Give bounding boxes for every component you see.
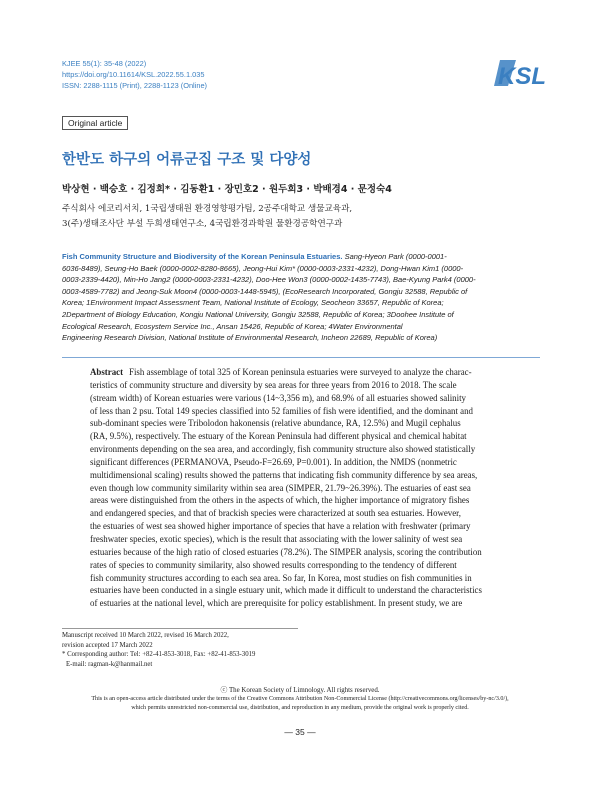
journal-citation: KJEE 55(1): 35-48 (2022): [62, 59, 147, 68]
english-author-line: Sang-Hyeon Park (0000-0001-: [344, 252, 447, 261]
english-author-line: 0003-4589-7782) and Jeong-Suk Moon4 (0000-0003-1448-5945), (EcoResearch Incorporated, Gongju 32588, Republic of: [62, 286, 468, 296]
english-author-line: 0003-2339-4420), Min-Ho Jang2 (0000-0003-2331-4232), Doo-Hee Won3 (0000-0002-1435-7743), Bae-Kyung Park4 (0000-: [62, 275, 476, 285]
abstract-line: of less than 2 psu. Total 149 species classified into 52 families of fish were identified, and the dominant and: [90, 405, 473, 416]
ksl-logo: [494, 54, 546, 92]
abstract-line: areas were distinguished from the others in the aspects of which, the higher importance of migratory fishes: [90, 495, 470, 506]
abstract-line: freshwater species, exotic species), which is the result that associating with the lower salinity of west sea: [90, 533, 463, 544]
affiliation-line: 주식회사 에코리서치, 1국립생태원 환경영향평가팀, 2공주대학교 생물교육과,: [62, 204, 353, 214]
footnotes: [62, 631, 362, 669]
abstract-line: of estuaries at the national level, which are prerequisite for policy establishment. In present study, we are: [90, 598, 463, 609]
english-author-line: Engineering Research Division, National Institute of Environmental Research, Incheon 22689, Republic of Korea): [62, 333, 438, 343]
article-title: 한반도 하구의 어류군집 구조 및 다양성: [62, 152, 312, 168]
abstract-line: sub-dominant species were Tribolodon hakonensis (relative abundance, RA, 12.5%) and Mugil cephalus: [90, 418, 461, 429]
abstract-line: multidimensional scaling) results showed the patterns that indicating fish community difference by sea areas,: [90, 469, 478, 480]
footnote-email[interactable]: E-mail: ragman-k@hanmail.net: [66, 660, 153, 668]
license-notice: [60, 695, 540, 713]
abstract-line: fish community structures according to each sea area. So far, In Korea, most studies on fish communities in: [90, 572, 472, 583]
copyright-notice: ⓒ The Korean Society of Limnology. All rights reserved.: [220, 687, 380, 694]
english-author-line: Ecological Research, Ecosystem Service Inc., Ansan 15426, Republic of Korea; 4Water Environmental: [62, 321, 403, 331]
abstract-line: (stream width) of Korean estuaries were various (14~3,356 m), and 68.9% of all estuaries showed salinity: [90, 392, 466, 403]
english-author-line: 6036-8489), Seung-Ho Baek (0000-0002-8280-8665), Jeong-Hui Kim* (0000-0003-2331-4232), Dong-Hwan Kim1 (0000-: [62, 263, 464, 273]
english-header: [62, 251, 540, 344]
license-line: This is an open-access article distributed under the terms of the Creative Commons Attribution Non-Commercial License (http://creativecommons.org/licenses/by-nc/3.0/),: [91, 696, 509, 702]
section-divider: [62, 357, 540, 358]
abstract-line: the estuaries of west sea showed higher importance of species that have a relation with freshwater (primary: [90, 521, 471, 532]
abstract-line: Fish assemblage of total 325 of Korean peninsula estuaries were surveyed to analyze the charac-: [129, 367, 472, 377]
abstract-line: estuaries have been conducted in a single estuary unit, which made it difficult to understand the characteristics: [90, 585, 482, 596]
abstract-line: (RA, 9.5%), respectively. The estuary of the Korean Peninsula had different physical and chemical habitat: [90, 431, 467, 442]
page-number: — 35 —: [284, 727, 316, 737]
doi-link[interactable]: https://doi.org/10.11614/KSL.2022.55.1.035: [62, 70, 205, 79]
license-line: which permits unrestricted non-commercial use, distribution, and reproduction in any medium, provide the original work is properly cited.: [131, 705, 469, 711]
footnote-line: Manuscript received 10 March 2022, revised 16 March 2022,: [62, 632, 229, 639]
english-author-line: 2Department of Biology Education, Kongju National University, Gongju 32588, Republic of Korea; 3Doohee Institute of: [62, 309, 454, 319]
abstract-line: estuaries because of the high ratio of closed estuaries (78.2%). The SIMPER analysis, scoring the contribution: [90, 546, 482, 557]
abstract-line: environments depending on the sea area, and accordingly, fish community structure also showed statistically: [90, 444, 476, 455]
issn: ISSN: 2288-1115 (Print), 2288-1123 (Online): [62, 81, 208, 90]
english-title: Fish Community Structure and Biodiversity of the Korean Peninsula Estuaries.: [62, 252, 343, 261]
article-type-badge: Original article: [62, 116, 128, 130]
logo-text: KSL: [498, 63, 546, 90]
abstract-line: and endangered species, and that of brackish species were characterized at south sea estuaries. However,: [90, 508, 461, 519]
author-list: 박상현 · 백승호 · 김정희* · 김동환1 · 장민호2 · 원두희3 · 박배경4 · 문정숙4: [62, 184, 392, 195]
abstract-line: even though low community similarity within sea area (SIMPER, 21.79~26.39%). The estuaries of east sea: [90, 482, 471, 493]
footnote-divider: [62, 628, 298, 629]
footnote-line: * Corresponding author: Tel: +82-41-853-3018, Fax: +82-41-853-3019: [62, 651, 256, 658]
affiliation-line: 3(주)생태조사단 부설 두희생태연구소, 4국립환경과학원 물환경공학연구과: [62, 219, 343, 229]
journal-info: [62, 58, 207, 91]
abstract-label: Abstract: [90, 367, 124, 377]
abstract: [90, 366, 540, 610]
english-author-line: Korea; 1Environment Impact Assessment Team, National Institute of Ecology, Seocheon 33657, Republic of Korea;: [62, 298, 444, 308]
footnote-line: revision accepted 17 March 2022: [62, 641, 153, 649]
abstract-line: rates of species to community similarity, also showed results corresponding to the tendency of different: [90, 559, 457, 570]
affiliations: [62, 202, 542, 232]
abstract-line: significant differences (PERMANOVA, Pseudo-F=26.69, P=0.001). In addition, the NMDS (nonmetric: [90, 456, 457, 467]
abstract-line: teristics of community structure and diversity by sea areas for three years from 2016 to 2018. The scale: [90, 379, 457, 390]
